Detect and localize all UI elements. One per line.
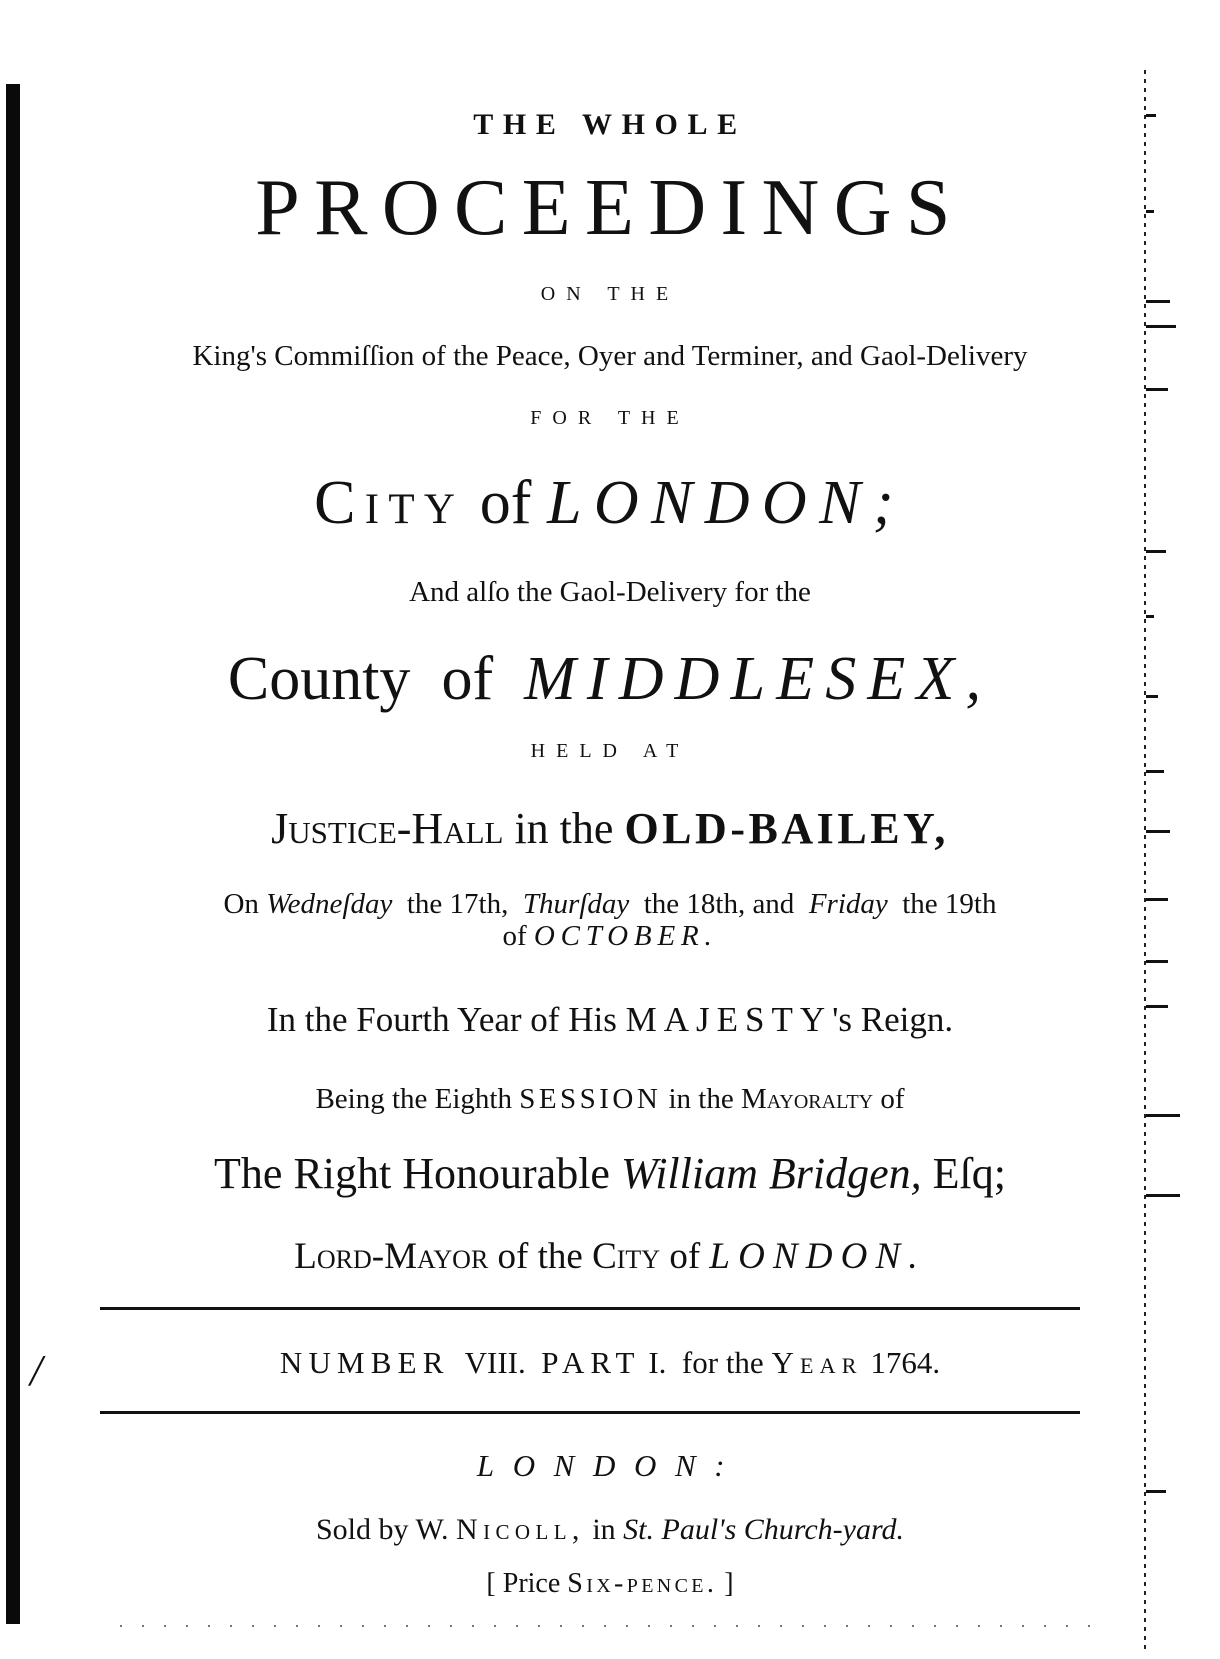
price-line <box>0 1568 1220 1600</box>
heading-the-whole: THE WHOLE <box>473 108 747 141</box>
text-of-october <box>0 920 1220 953</box>
edge-mark <box>1146 615 1154 618</box>
page-edge-marks <box>1130 70 1190 1650</box>
heading-city-of-london <box>0 469 1220 537</box>
heading-county-of-middlesex <box>0 645 1220 713</box>
session-word: SESSION <box>519 1083 662 1115</box>
number-word: NUMBER <box>279 1345 450 1380</box>
binding-edge <box>6 84 20 1624</box>
esq-word: Eſq; <box>932 1149 1006 1198</box>
mayoralty-word: Mayoralty <box>741 1083 874 1115</box>
edge-mark <box>1146 770 1164 773</box>
imprint-sold-by <box>0 1513 1220 1547</box>
sold-mid: in <box>592 1513 616 1546</box>
nicoll-word: Nicoll, <box>456 1513 585 1546</box>
of-word: of <box>669 1236 701 1277</box>
reign-word: 's Reign. <box>832 1000 954 1039</box>
date-19: the 19th <box>902 888 997 920</box>
mayor-name: William Bridgen, <box>620 1149 922 1198</box>
city-word: City <box>592 1236 661 1277</box>
thursday-word: Thurſday <box>522 888 630 920</box>
lord-mayor-word: Lord-Mayor <box>294 1236 489 1277</box>
text-on-the: ON THE <box>540 283 680 305</box>
honourable-pre: The Right Honourable <box>214 1149 610 1198</box>
year-word: Year <box>771 1345 863 1380</box>
price-word: Price <box>502 1568 561 1599</box>
wednesday-word: Wedneſday <box>266 888 393 920</box>
county-word: County <box>227 645 411 713</box>
bottom-speckle <box>120 1625 1100 1627</box>
session-pre: Being the Eighth <box>315 1083 512 1115</box>
october-word: OCTOBER. <box>533 920 718 952</box>
friday-word: Friday <box>808 888 888 920</box>
in-the-word: in the <box>514 804 614 853</box>
edge-mark <box>1146 388 1168 391</box>
number-viii: VIII. <box>464 1345 526 1380</box>
of-the-word: of the <box>497 1236 583 1277</box>
of-word: of <box>479 469 532 537</box>
divider-top <box>100 1307 1080 1310</box>
london-word: LONDON. <box>709 1236 926 1277</box>
text-lord-mayor <box>0 1235 1220 1278</box>
imprint-city: LONDON: <box>476 1448 744 1483</box>
fourth-year-pre: In the Fourth Year of His <box>266 1000 617 1039</box>
part-one: I. <box>648 1345 667 1380</box>
edge-mark <box>1146 960 1168 963</box>
date-17: the 17th, <box>406 888 509 920</box>
text-eighth-session <box>0 1083 1220 1116</box>
margin-mark: / <box>30 1346 43 1395</box>
text-held-at: HELD AT <box>530 740 690 762</box>
divider-bottom <box>100 1411 1080 1414</box>
justice-hall-word: Justice-Hall <box>271 804 504 853</box>
text-for-the: FOR THE <box>530 407 690 429</box>
middlesex-word: MIDDLESEX, <box>524 645 993 713</box>
city-word: City <box>314 469 465 537</box>
session-mid: in the <box>668 1083 734 1115</box>
year-value: 1764. <box>870 1345 941 1380</box>
part-word: PART <box>541 1345 641 1380</box>
text-right-honourable <box>0 1148 1220 1199</box>
price-amount: Six-pence. <box>567 1568 718 1599</box>
on-word: On <box>223 888 259 920</box>
of-word: of <box>502 920 527 952</box>
majesty-word: MAJESTY <box>625 1000 833 1039</box>
text-commission: King's Commiſſion of the Peace, Oyer and Terminer, and Gaol-Delivery <box>192 340 1028 372</box>
text-session-dates <box>0 888 1220 921</box>
edge-mark <box>1146 1490 1166 1493</box>
session-post: of <box>880 1083 905 1115</box>
heading-justice-hall <box>0 803 1220 854</box>
bracket-open: [ <box>486 1568 496 1599</box>
heading-proceedings: PROCEEDINGS <box>255 164 965 252</box>
text-gaol-delivery: And alſo the Gaol-Delivery for the <box>409 576 811 608</box>
date-18: the 18th, and <box>643 888 795 920</box>
church-yard-word: St. Paul's Church-yard. <box>623 1513 905 1546</box>
edge-mark <box>1146 550 1166 553</box>
edge-rule <box>1144 70 1146 1650</box>
of-word: of <box>441 645 494 713</box>
for-the-word: for the <box>681 1345 764 1380</box>
edge-mark <box>1146 325 1176 328</box>
london-word: LONDON; <box>546 469 906 537</box>
text-fourth-year <box>0 1000 1220 1040</box>
text-number-part <box>0 1345 1220 1381</box>
sold-by-pre: Sold by W. <box>315 1513 449 1546</box>
old-bailey-word: OLD-BAILEY, <box>624 804 949 853</box>
bracket-close: ] <box>724 1568 734 1599</box>
